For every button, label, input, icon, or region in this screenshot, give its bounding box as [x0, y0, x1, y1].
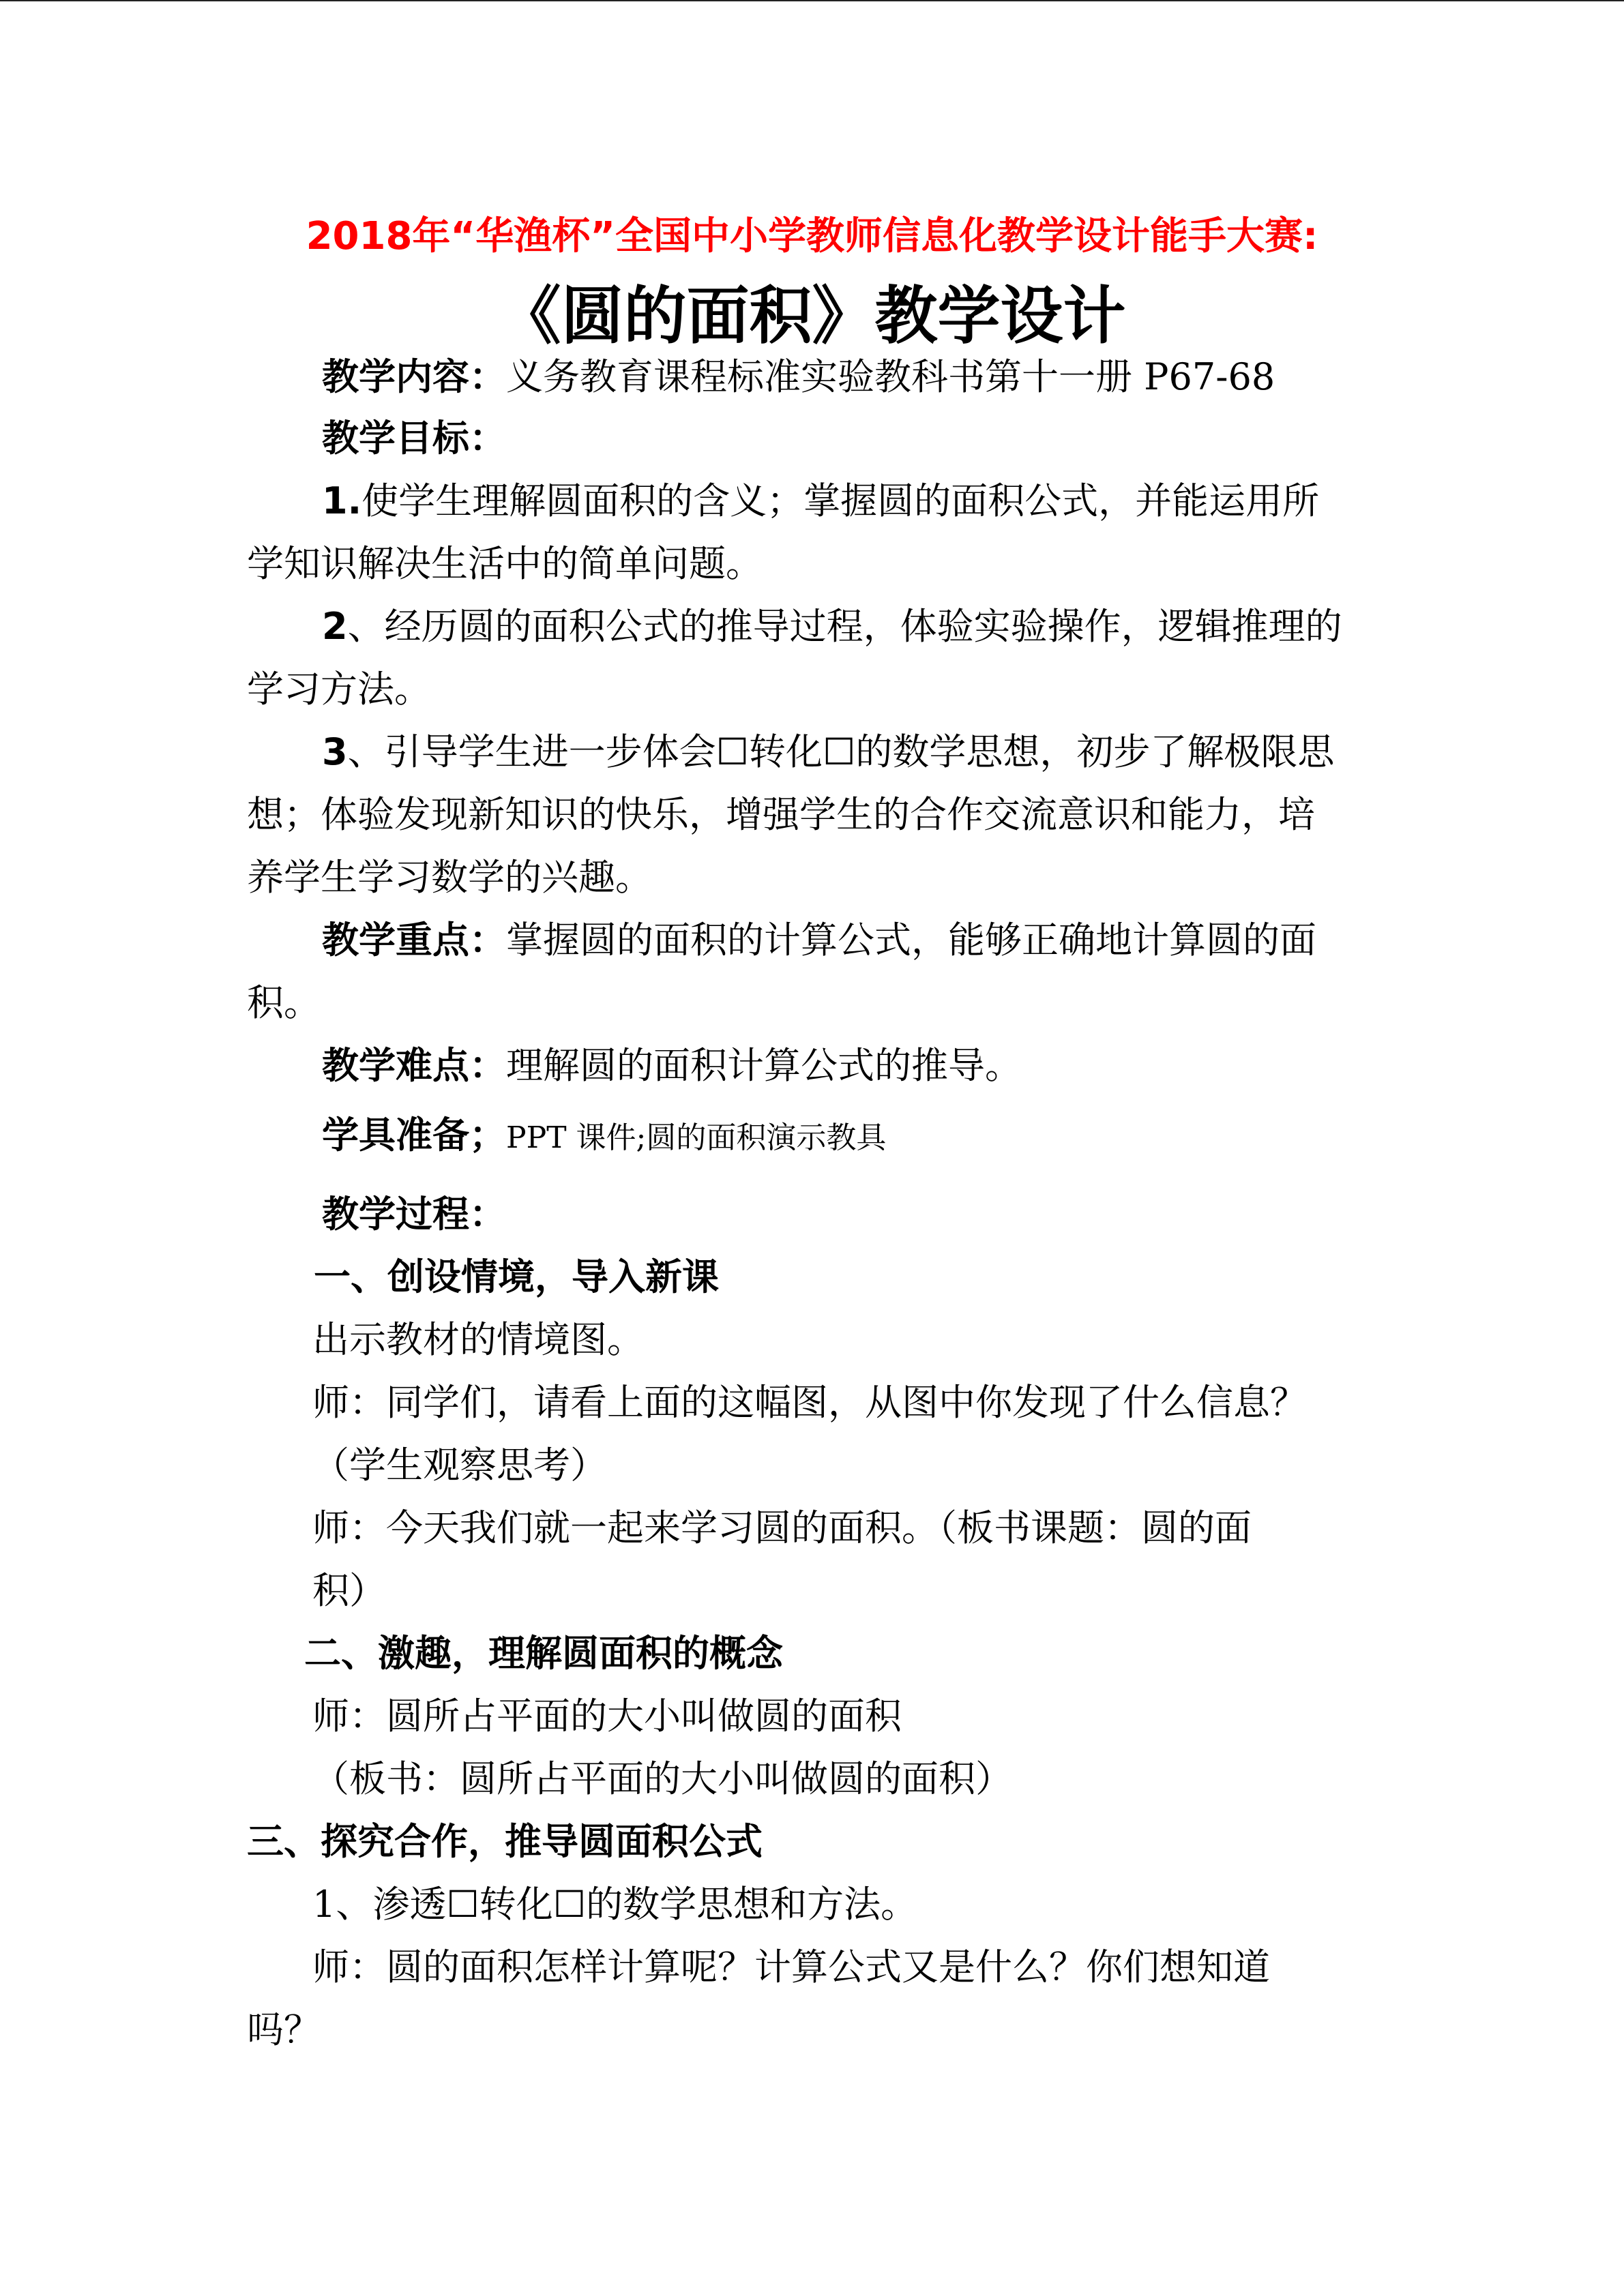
section-1-line-2: 师：同学们，请看上面的这幅图，从图中你发现了什么信息？	[312, 1381, 1307, 1424]
objective-3-number: 3	[322, 730, 348, 773]
process-label: 教学过程：	[322, 1193, 506, 1236]
keypoint-text-1: 掌握圆的面积的计算公式，能够正确地计算圆的面	[506, 919, 1316, 961]
objective-1-line-1	[322, 479, 1320, 522]
section-3-title: 三、探究合作，推导圆面积公式	[247, 1820, 763, 1863]
objective-2-line-1	[322, 605, 1342, 648]
materials-label: 学具准备；	[322, 1114, 506, 1157]
objective-3-line-2: 想；体验发现新知识的快乐，增强学生的合作交流意识和能力，培	[247, 793, 1315, 836]
section-1-title: 一、创设情境，导入新课	[314, 1255, 719, 1298]
materials-line	[322, 1114, 887, 1157]
section-3-line-1: 1、渗透☐转化☐的数学思想和方法。	[312, 1883, 918, 1926]
objective-2-line-2: 学习方法。	[247, 668, 431, 711]
objective-2-text-1: 、经历圆的面积公式的推导过程，体验实验操作，逻辑推理的	[347, 605, 1342, 648]
difficulty-label: 教学难点：	[322, 1044, 506, 1087]
section-2-title: 二、激趣，理解圆面积的概念	[304, 1632, 783, 1675]
section-3-line-3: 吗？	[247, 2008, 321, 2051]
section-1-line-3: （学生观察思考）	[312, 1444, 607, 1487]
keypoint-line-2: 积。	[247, 981, 321, 1024]
keypoint-line-1	[322, 919, 1316, 961]
content-line	[322, 355, 1275, 398]
document-title: 《圆的面积》教学设计	[498, 280, 1126, 353]
difficulty-line	[322, 1044, 1022, 1087]
competition-subtitle: 2018年“华渔杯”全国中小学教师信息化教学设计能手大赛:	[306, 214, 1318, 258]
content-text: 义务教育课程标准实验教科书第十一册 P67-68	[506, 355, 1275, 398]
section-1-line-5: 积）	[312, 1569, 386, 1612]
objective-3-line-1	[322, 730, 1335, 773]
materials-text: PPT 课件;圆的面积演示教具	[506, 1120, 887, 1155]
objectives-label: 教学目标：	[322, 417, 506, 460]
objective-3-text-1: 、引导学生进一步体会☐转化☐的数学思想，初步了解极限思	[347, 730, 1335, 773]
objective-3-line-3: 养学生学习数学的兴趣。	[247, 856, 652, 899]
difficulty-text: 理解圆的面积计算公式的推导。	[506, 1044, 1022, 1087]
section-1-line-4: 师：今天我们就一起来学习圆的面积。（板书课题：圆的面	[312, 1506, 1252, 1549]
objective-1-text-1: 使学生理解圆面积的含义；掌握圆的面积公式，并能运用所	[361, 479, 1320, 522]
section-3-line-2: 师：圆的面积怎样计算呢？计算公式又是什么？你们想知道	[312, 1945, 1270, 1988]
section-1-line-1: 出示教材的情境图。	[312, 1318, 644, 1361]
objective-1-line-2: 学知识解决生活中的简单问题。	[247, 542, 763, 585]
section-2-line-1: 师：圆所占平面的大小叫做圆的面积	[312, 1695, 902, 1738]
objective-1-number: 1.	[322, 479, 362, 522]
objective-2-number: 2	[322, 605, 348, 648]
section-2-line-2: （板书：圆所占平面的大小叫做圆的面积）	[312, 1757, 1012, 1800]
keypoint-label: 教学重点：	[322, 919, 506, 961]
content-label: 教学内容：	[322, 355, 506, 398]
